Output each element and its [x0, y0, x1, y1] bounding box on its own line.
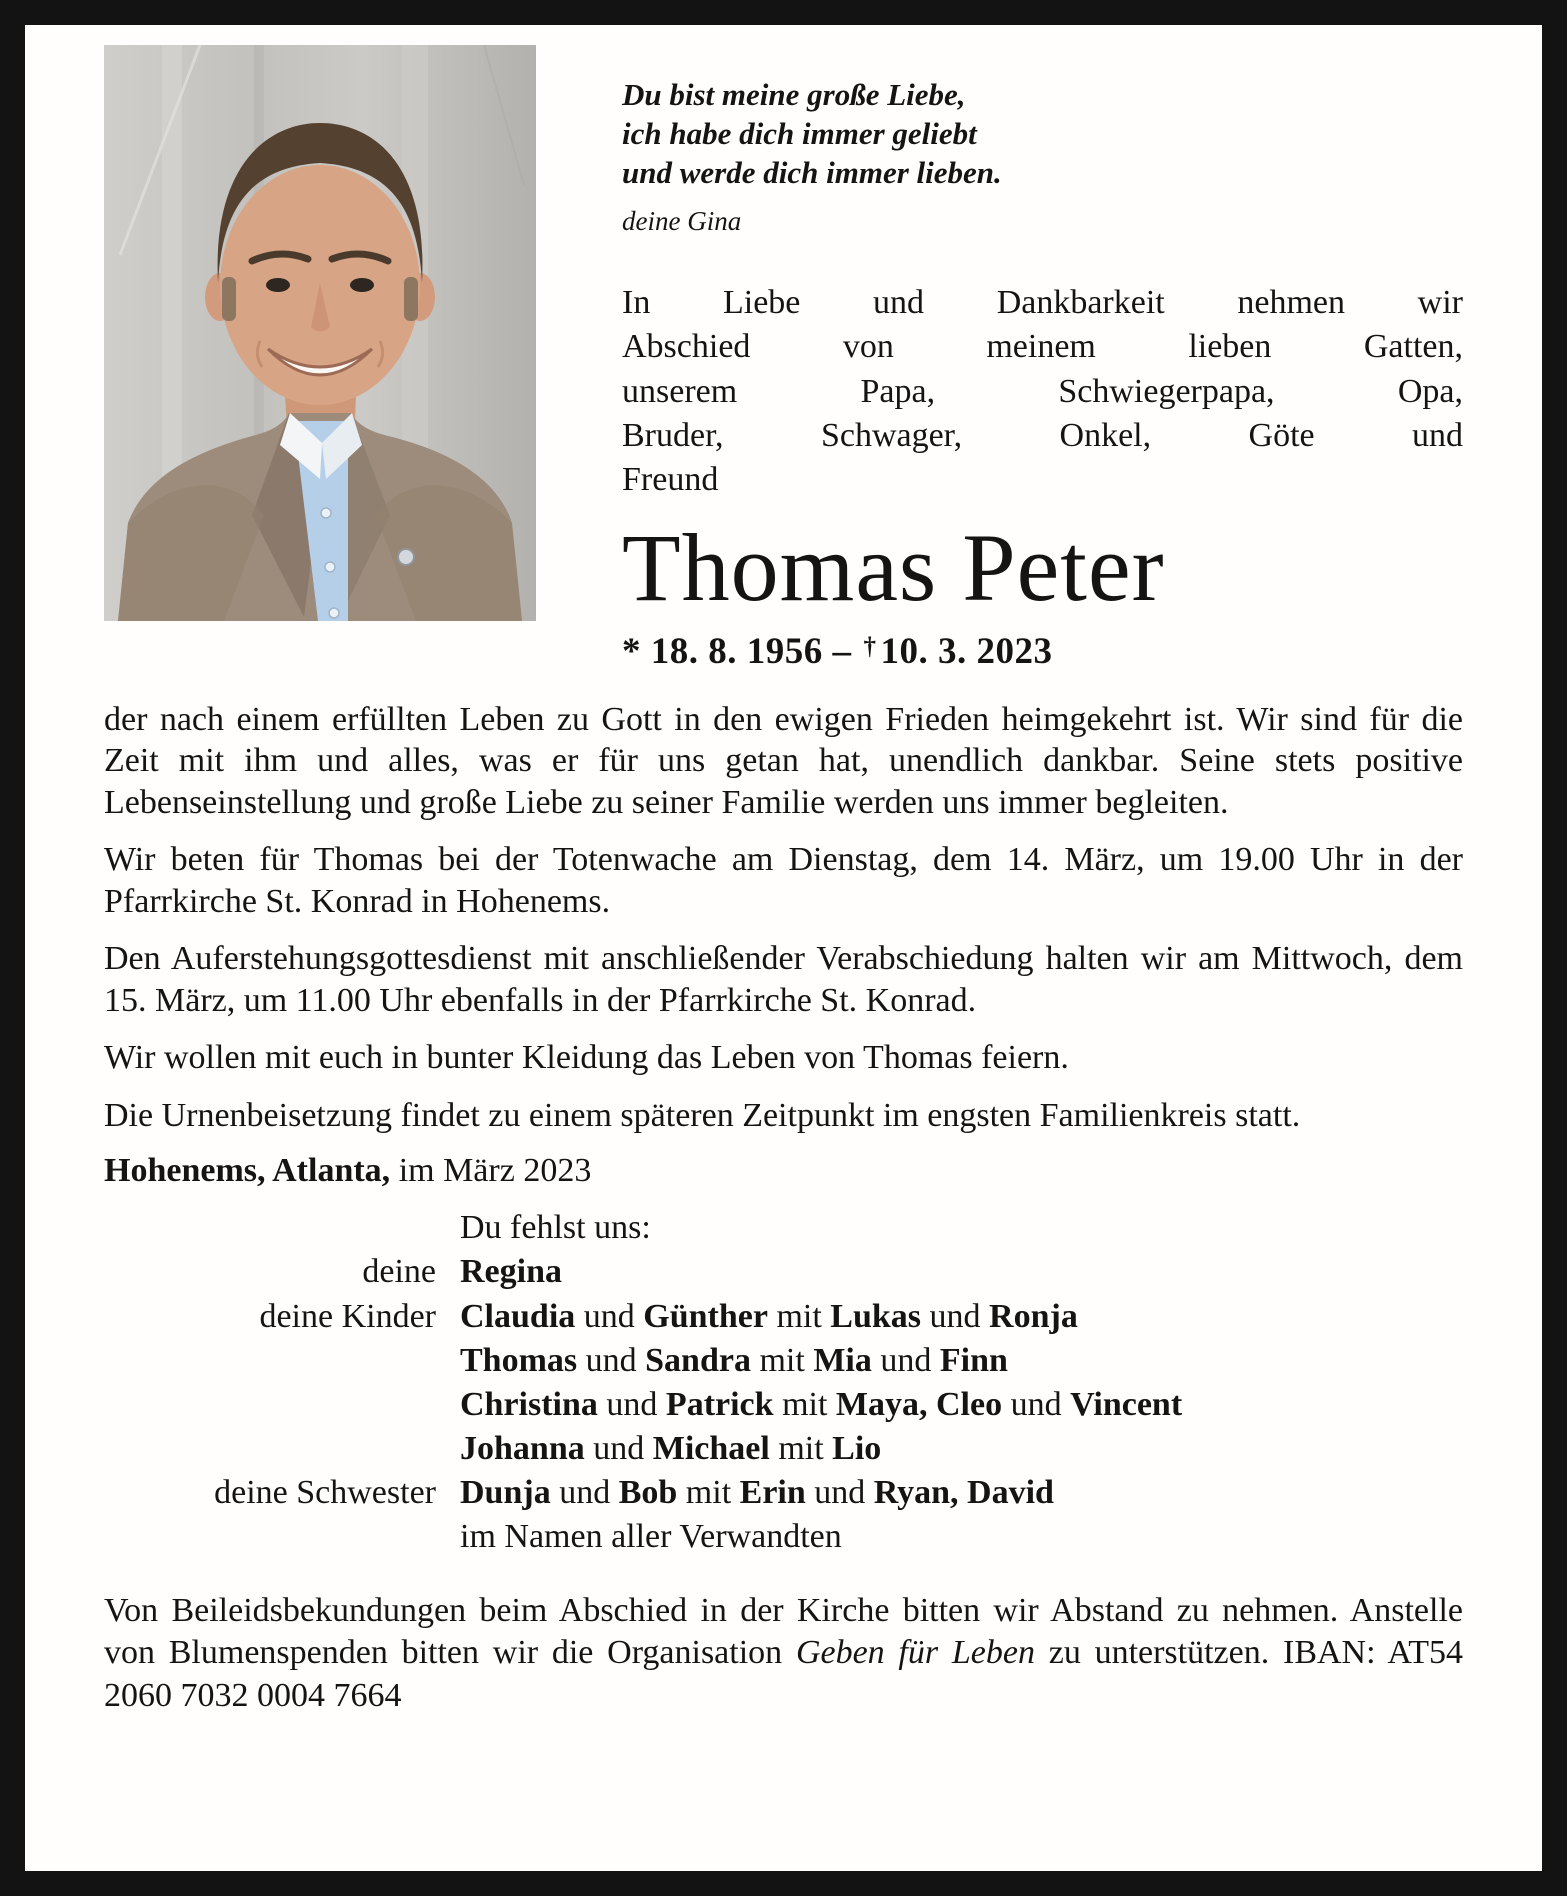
family-names: Claudia und Günther mit Lukas und Ronja — [460, 1297, 1078, 1335]
family-list — [104, 1206, 1463, 1560]
family-names: Thomas und Sandra mit Mia und Finn — [460, 1341, 1008, 1379]
shirt-button — [329, 608, 339, 618]
paragraph-gottesdienst: Den Auferstehungsgottesdienst mit anschließender Verabschiedung halten wir am Mittwoch, dem 15. März, um 11.00 Uhr ebenfalls in der Pfarrkirche St. Konrad. — [104, 940, 1463, 1019]
family-heading-row — [104, 1206, 1463, 1250]
death-date: 10. 3. 2023 — [880, 630, 1053, 672]
intro-line: Freund — [622, 460, 719, 498]
family-names: Christina und Patrick mit Maya, Cleo und Vincent — [460, 1385, 1183, 1423]
portrait-photo-illustration — [104, 45, 536, 621]
right-column — [536, 45, 1463, 673]
sideburn — [404, 277, 418, 321]
family-row — [104, 1515, 1463, 1559]
family-names: Dunja und Bob mit Erin und Ryan, David — [460, 1474, 1054, 1512]
paragraph-urnenbeisetzung: Die Urnenbeisetzung findet zu einem späteren Zeitpunkt im engsten Familienkreis statt. — [104, 1096, 1301, 1134]
cross-icon: † — [863, 632, 877, 660]
eye — [266, 278, 290, 292]
family-label: deine Kinder — [259, 1297, 436, 1335]
paragraph-totenwache: Wir beten für Thomas bei der Totenwache am Dienstag, dem 14. März, um 19.00 Uhr in der Pfarrkirche St. Konrad in Hohenems. — [104, 841, 1463, 920]
shirt-button — [325, 562, 335, 572]
dedication-line: ich habe dich immer geliebt — [622, 116, 977, 152]
intro-line: Bruder, Schwager, Onkel, Göte und — [622, 416, 1463, 454]
family-label: deine — [362, 1253, 436, 1291]
top-section — [104, 45, 1463, 673]
sideburn — [222, 277, 236, 321]
birth-date: * 18. 8. 1956 – — [622, 630, 852, 672]
dedication-line: und werde dich immer lieben. — [622, 155, 1002, 191]
obituary-body — [104, 699, 1463, 1136]
obituary-content — [25, 25, 1542, 1718]
shirt-button — [321, 508, 331, 518]
condolence-note — [104, 1590, 1463, 1718]
family-row — [104, 1295, 1463, 1339]
family-names: Johanna und Michael mit Lio — [460, 1430, 882, 1468]
life-dates — [622, 630, 1463, 673]
eye — [350, 278, 374, 292]
family-label — [104, 1427, 460, 1471]
family-label — [104, 1339, 460, 1383]
lapel-pin — [398, 549, 414, 565]
family-heading: Du fehlst uns: — [460, 1209, 651, 1247]
dedication-line: Du bist meine große Liebe, — [622, 77, 966, 112]
dedication-quote — [622, 75, 1463, 237]
family-row — [104, 1383, 1463, 1427]
intro-line: unserem Papa, Schwiegerpapa, Opa, — [622, 372, 1463, 410]
deceased-name: Thomas Peter — [622, 514, 1165, 622]
iban-text: zu unterstützen. IBAN: AT54 2060 7032 0004 7664 — [104, 1634, 1463, 1715]
dedication-signature: deine Gina — [622, 206, 742, 237]
paragraph-kleidung: Wir wollen mit euch in bunter Kleidung das Leben von Thomas feiern. — [104, 1039, 1069, 1077]
intro-line: In Liebe und Dankbarkeit nehmen wir — [622, 284, 1463, 322]
organisation-name: Geben für Leben — [795, 1634, 1035, 1672]
family-names: Regina — [460, 1253, 562, 1291]
intro-paragraph — [622, 281, 1463, 502]
family-row — [104, 1471, 1463, 1515]
family-row — [104, 1339, 1463, 1383]
family-row — [104, 1427, 1463, 1471]
dateline-date: im März 2023 — [390, 1152, 592, 1190]
dateline — [104, 1152, 1463, 1190]
family-row — [104, 1250, 1463, 1294]
dateline-place: Hohenems, Atlanta, — [104, 1152, 391, 1190]
family-label: deine Schwester — [214, 1474, 436, 1512]
condolence-text: Von Beileidsbekundungen beim Abschied in der Kirche bitten wir Abstand zu nehmen. Anstelle von Blumenspenden bitten wir die Organisation — [104, 1591, 1463, 1672]
family-label — [104, 1383, 460, 1427]
family-label — [104, 1206, 460, 1250]
portrait-photo — [104, 45, 536, 621]
intro-line: Abschied von meinem lieben Gatten, — [622, 328, 1463, 366]
family-names: im Namen aller Verwandten — [460, 1518, 842, 1556]
paragraph-farewell: der nach einem erfüllten Leben zu Gott in den ewigen Frieden heimgekehrt ist. Wir sind für die Zeit mit ihm und alles, was er für uns getan hat, unendlich dankbar. Seine stets positive Lebenseinstellung und große Liebe zu seiner Familie werden uns immer begleiten. — [104, 700, 1463, 821]
family-label — [104, 1515, 460, 1559]
